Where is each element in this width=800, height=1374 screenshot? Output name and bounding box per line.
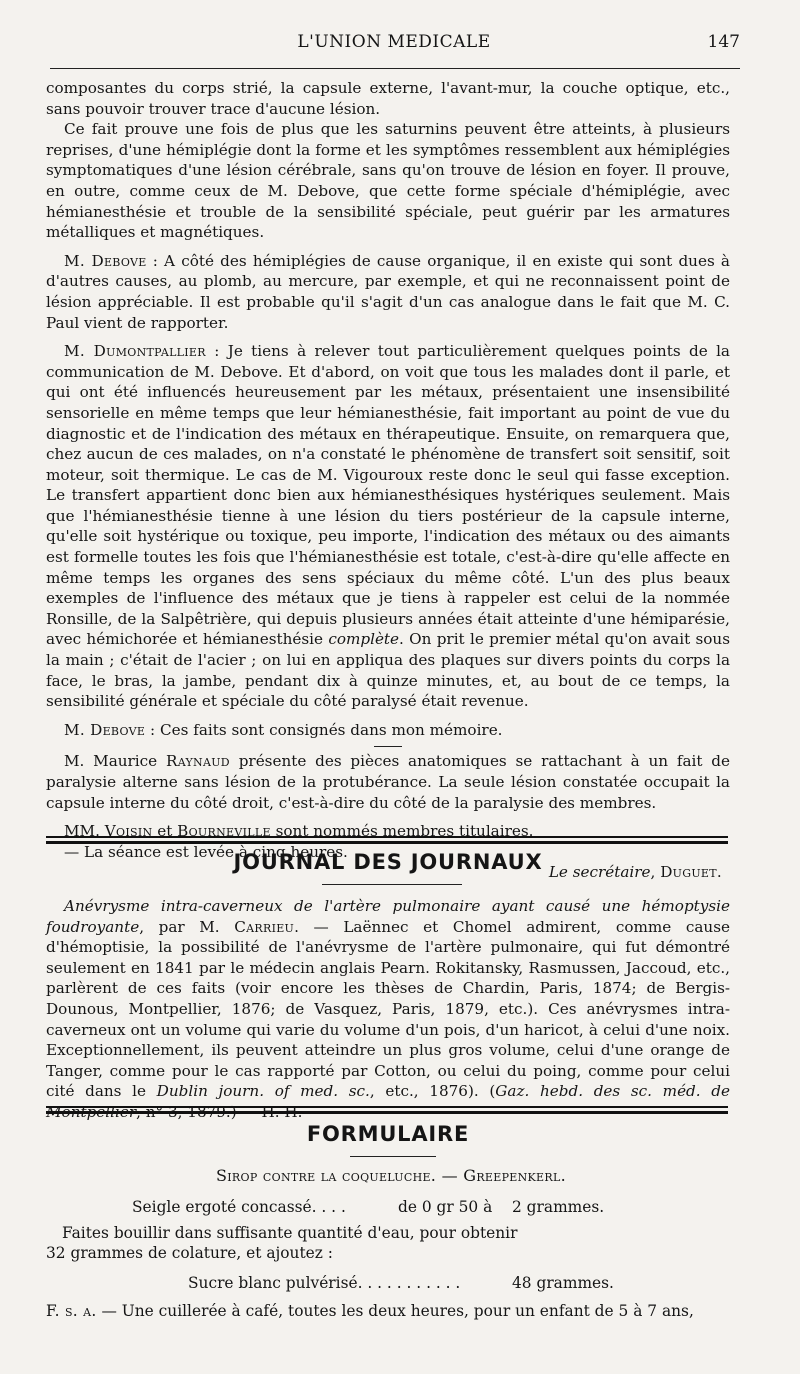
section-rule-bottom (46, 1111, 728, 1114)
signature-separator: , (650, 863, 661, 882)
paragraph-text: sont nommés membres titulaires. (270, 822, 534, 841)
emphasis-text: complète (328, 630, 400, 649)
signature-role: Le secrétaire (548, 863, 651, 882)
ingredient-2-name: Sucre blanc pulvérisé. . . . . . . . . . . (188, 1274, 461, 1292)
paragraph-dumontpallier (46, 341, 730, 712)
paragraph-text: : A côté des hémiplégies de cause organique, il en existe qui sont dues à d'autres causes, au plomb, au mercure, par exemple, et qui ne reconnaissent point de lésion appréciable. Il est probable qu'il s'agit d'un cas analogue dans le fait que M. C. Paul vient de rapporter. (46, 251, 730, 332)
paragraph-text: , etc., 1876). ( (369, 1082, 496, 1101)
title-underline (350, 1156, 436, 1157)
paragraph-text: , par M. (139, 917, 235, 936)
paragraph-closing: — La séance est levée à cinq heures. (64, 842, 348, 861)
paragraph-text: . — Laënnec et Chomel admirent, comme cause d'hémoptisie, la possibilité de l'anévrysme de l'artère pulmonaire, qui fut démontré seulement en 1841 par le médecin anglais Pearn. Rokitansky, Rasmussen, Jaccoud, etc., parlèrent de ces faits (voir encore les thèses de Chardin, Paris, 1874; de Bergis-Dounous, Montpellier, 1876; de Vasquez, Paris, 1879, etc.). Ces anévrysmes intra-caverneux ont un volume qui varie du volume d'un pois, d'un haricot, à celui d'une noix. Exceptionnellement, ils peuvent atteindre un plus gros volume, celui d'une orange de Tanger, comme pour le cas rapporté par Cotton, ou celui du poing, comme pour celui cité dans le (46, 917, 730, 1101)
instructions-line-1: Faites bouillir dans suffisante quantité d'eau, pour obtenir (62, 1224, 518, 1242)
signature-name: Duguet. (660, 863, 722, 882)
paragraph-text: : Ces faits sont consignés dans mon mémoire. (145, 720, 503, 739)
ingredient-1-amount: de 0 gr 50 à (398, 1198, 493, 1216)
recipe-title: Sirop contre la coqueluche. — Greepenkerl. (216, 1166, 566, 1185)
speaker-name: M. Dumontpallier (64, 342, 206, 361)
header-rule (50, 68, 740, 69)
minutes-text (46, 78, 730, 883)
paragraph-text: MM. (64, 822, 105, 841)
page-number: 147 (707, 32, 740, 52)
section-rule-bottom (46, 841, 728, 844)
ingredient-2-quantity: 48 grammes. (512, 1274, 614, 1292)
page-header (48, 30, 740, 60)
paragraph-1: composantes du corps strié, la capsule externe, l'avant-mur, la couche optique, etc., sans pouvoir trouver trace d'aucune lésion. (46, 79, 730, 118)
paragraph-text: . On prit le premier métal qu'on avait sous la main ; c'était de l'acier ; on lui en appliqua des plaques sur divers points du corps la face, le bras, la jambe, pendant dix à quinze minutes, et, au bout de ce temps, la sensibilité générale et spéciale du côté paralysé était revenue. (46, 630, 730, 711)
person-name: Voisin (104, 822, 153, 841)
paragraph-text: et (152, 822, 178, 841)
section-title-journal: JOURNAL DES JOURNAUX (233, 850, 543, 874)
ingredient-1-quantity: 2 grammes. (512, 1198, 605, 1216)
ingredient-1-name: Seigle ergoté concassé. . . . (132, 1198, 346, 1216)
paragraph-debove-1 (46, 251, 730, 333)
reference-title: Gaz. hebd. des sc. méd. de Montpellier (46, 1082, 730, 1121)
paragraph-text: présente des pièces anatomiques se rattachant à un fait de paralysie alterne sans lésion de la protubérance. La seule lésion constatée occupait la capsule interne du côté droit, c'est-à-dire du côté de la paralysie des membres. (46, 752, 730, 812)
paragraph-nominations (46, 821, 730, 842)
paragraph-text: M. Maurice (64, 752, 166, 771)
paragraph-2: Ce fait prouve une fois de plus que les saturnins peuvent être atteints, à plusieurs reprises, d'une hémiplégie dont la forme et les symptômes ressemblent aux hémiplégies symptomatiques d'une lésion cérébrale, sans qu'on trouve de lésion en foyer. Il prouve, en outre, comme ceux de M. Debove, que cette forme spéciale d'hémiplégie, avec hémianesthésie et trouble de la sensibilité spéciale, peut guérir par les armatures métalliques et magnétiques. (46, 120, 730, 242)
instructions-line-2: 32 grammes de colature, et ajoutez : (46, 1244, 333, 1262)
paragraph-raynaud (46, 751, 730, 813)
dosage-text: — Une cuillerée à café, toutes les deux heures, pour un enfant de 5 à 7 ans, (96, 1302, 694, 1320)
dosage-line (46, 1302, 730, 1320)
title-underline (322, 884, 462, 885)
paragraph-debove-2 (46, 720, 730, 741)
section-title-formulaire: FORMULAIRE (306, 1122, 470, 1146)
paragraph-text: , n° 3, 1879.) — H. H. (136, 1102, 303, 1121)
section-rule-top (46, 836, 728, 838)
journal-article (46, 896, 730, 1123)
speaker-name: M. Debove (64, 251, 147, 270)
person-name: Bourneville (177, 822, 271, 841)
running-title: L'UNION MEDICALE (297, 32, 491, 52)
journal-text (46, 896, 730, 1123)
reference-title: Dublin journ. of med. sc. (156, 1082, 370, 1101)
article-title: Anévrysme intra-caverneux de l'artère pulmonaire ayant causé une hémoptysie foudroyante (46, 897, 730, 936)
author-name: Carrieu (234, 917, 295, 936)
section-rule-top (46, 1106, 728, 1108)
speaker-name: Raynaud (165, 752, 230, 771)
paragraph-text: : Je tiens à relever tout particulièrement quelques points de la communication de M. Debove. Et d'abord, on voit que tous les malades dont il parle, et qui ont été influencés heureusement par les métaux, présentaient une insensibilité sensorielle en même temps que leur hémianesthésie, fait important au point de vue du diagnostic et de l'indication des métaux en thérapeutique. Ensuite, on remarquera que, chez aucun de ces malades, on n'a constaté le phénomène de transfert soit sensitif, soit moteur, soit thermique. Le cas de M. Vigouroux reste donc le seul qui fasse exception. Le transfert appartient donc bien aux hémianesthésiques hystériques seulement. Mais que l'hémianesthésie tienne à une lésion du tiers postérieur de la capsule interne, qu'elle soit hystérique ou toxique, peu importe, l'indication des métaux ou des aimants est formelle toutes les fois que l'hémianesthésie est totale, c'est-à-dire qu'elle affecte en même temps les organes des sens spéciaux du même côté. L'un des plus beaux exemples de l'influence des métaux que je tiens à rappeler est celui de la nommée Ronsille, de la Salpêtrière, qui depuis plusieurs années était atteinte d'une hémiparésie, avec hémichorée et hémianesthésie (46, 342, 730, 649)
speaker-name: M. Debove (64, 720, 146, 739)
dosage-prefix: F. s. a. (46, 1302, 97, 1320)
